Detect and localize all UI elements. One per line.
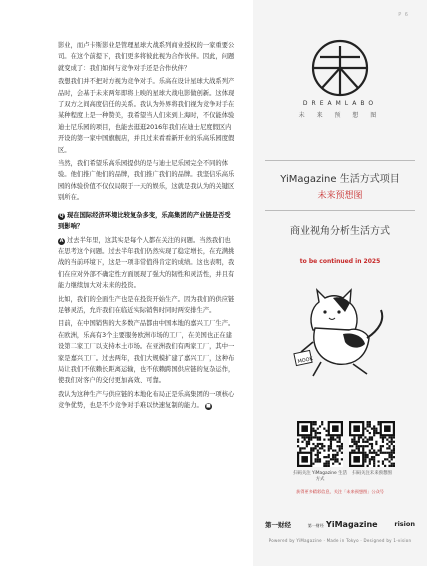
answer-text: 我认为这种生产与供应链的本地化布局正是乐高集团的一项核心竞争优势，也是不少竞争对手难以快速复制的能力。 — [58, 390, 235, 410]
qr-code-icon — [297, 421, 343, 467]
divider — [265, 210, 415, 211]
logo-english: DREAMLABO — [302, 100, 378, 107]
brand-logo-yimagazine — [308, 520, 378, 529]
qr-label-dreamlabo: 扫码关注未来预想图 — [352, 471, 392, 476]
project-name: 未来预想图 — [317, 191, 363, 201]
powered-by: Powered by YiMagazine · Made in Tokyo · Designed by 1-vision — [268, 538, 412, 543]
question-text: 现在国际经济环境比较复杂多变，乐高集团的产业链是否受到影响？ — [58, 211, 231, 231]
cat-tag-label: MOOK — [297, 356, 314, 366]
project-tagline: 商业视角分析生活方式 — [290, 226, 390, 237]
article-paragraph: 当然，我们希望乐高乐园提供的是与迪士尼乐园完全不同的体验。他们推广他们的品牌，我们推广我们的品牌。我坚信乐高乐园的体验价值不仅仅局限于一天的娱乐，这就是我认为的关键区别所在。 — [58, 160, 235, 202]
brand-logo-rision: rision — [394, 520, 415, 528]
logo-chinese: 未 来 预 想 图 — [298, 112, 382, 119]
qr-code-icon — [349, 421, 395, 467]
answer-paragraph — [58, 235, 235, 292]
brand-logo-cbn: 第一财经 — [265, 520, 291, 529]
sidebar-panel — [253, 0, 427, 566]
answer-text: 过去半年里，这其实是每个人都在关注的问题。当然我们也在思考这个问题。过去半年我们仍然实现了稳定增长，在充满挑战的当前环境下，这是一项非常值得肯定的成绩。这也表明，我们在应对外部不确定性方面展现了强大的韧性和灵活性，并且有能力继续加大对未来的投资。 — [58, 236, 235, 290]
article-paragraph: 我想我们并不把对方视为竞争对手。乐高在设计星球大战系列产品时，会基于未来两年即将上映的星球大战电影做创新。这体现了双方之间高度信任的关系。我认为外界将我们视为竞争对手在某种程度上是一种赞美，我希望当人们来到上海时，不仅能体验迪士尼乐园的项目，也能去逛逛2016年我们在迪士尼度假区内开设的第一家中国旗舰店，并且过来看看新开业的乐高乐园度假区。 — [58, 78, 235, 154]
cat-illustration-icon — [293, 268, 393, 388]
end-mark-icon: ■ — [205, 403, 211, 410]
brand-sublabel: 第一财经 — [307, 522, 324, 528]
follow-note: 获得更多精彩信息，关注「未来预想图」公众号 — [296, 489, 384, 494]
interview-question — [58, 210, 235, 233]
answer-mark-icon: A — [59, 237, 64, 244]
question-mark-icon: Q — [59, 212, 64, 219]
answer-paragraph: 比如，我们的全面生产也是在投资开始生产。因为我们的供应链足够灵活，允许我们在临近实际销售时同时两安排生产。 — [58, 295, 235, 314]
qr-label-yimagazine: 扫码关注 YiMagazine 生活方式 — [293, 471, 347, 482]
page-number: P 6 — [398, 12, 409, 18]
continued-note: to be continued in 2025 — [299, 258, 381, 265]
article-column — [58, 40, 235, 414]
article-paragraph: 影业，而卢卡斯影业是管理星球大战系列商业授权的一家重要公司。在这个前提下，我们更多将彼此视为合作伙伴。因此，问题就变成了：我们如何与竞争对手还是合作伙伴？ — [58, 42, 235, 72]
answer-paragraph — [58, 389, 235, 412]
answer-paragraph: 目前，在中国销售的大多数产品都由中国本地的嘉兴工厂生产。在欧洲，乐高有3个主要服务欧洲市场的工厂，在美国也正在建设第二家工厂以支持本土市场。在亚洲我们有两家工厂，其中一家是嘉兴工厂。过去两年，我们大规模扩建了嘉兴工厂，这种布局让我们不依赖长距离运输，也不依赖跨国供应链的复杂运作，使我们对客户的交付更加高效、可靠。 — [58, 320, 235, 385]
brand-row — [265, 517, 415, 531]
dreamlabo-logo-icon — [310, 38, 370, 98]
brand-yimagazine-text: YiMagazine — [326, 519, 378, 529]
project-title: YiMagazine 生活方式项目 — [280, 174, 400, 185]
divider — [265, 160, 415, 161]
